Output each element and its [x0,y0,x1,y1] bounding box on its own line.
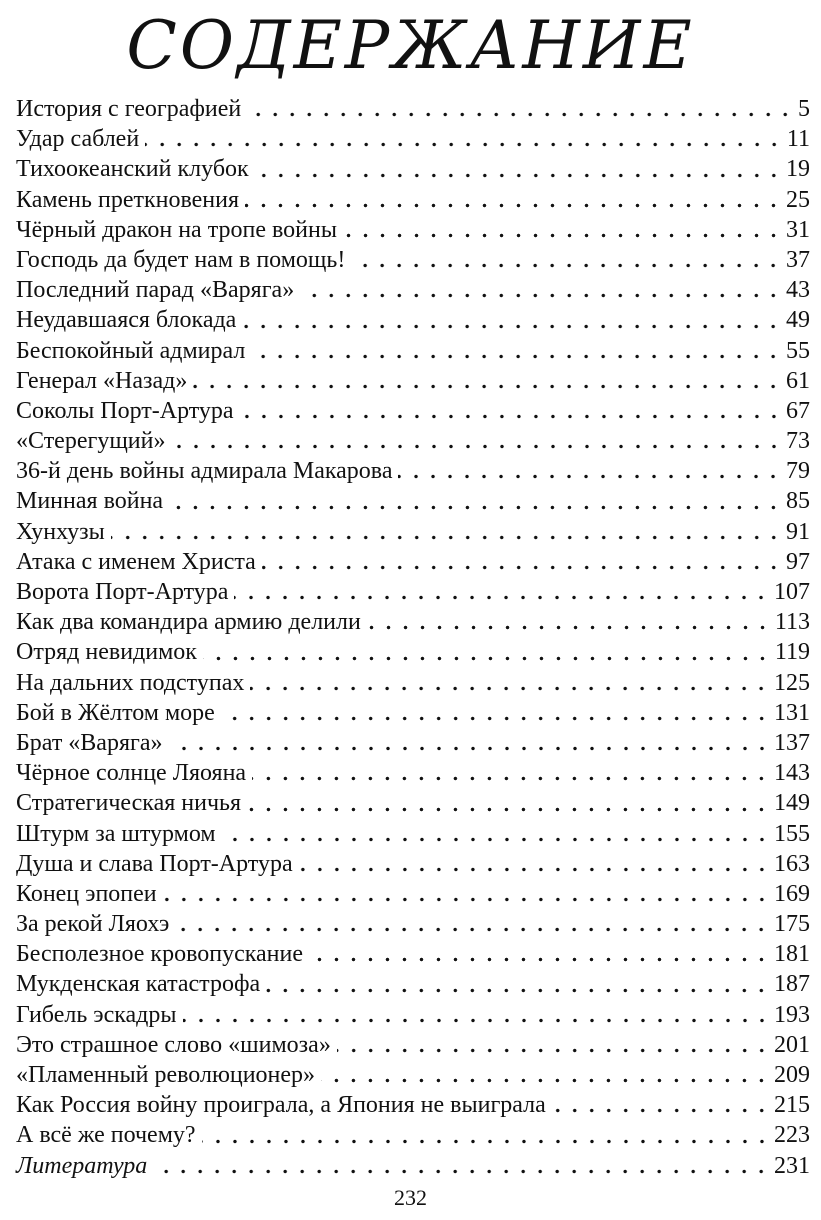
toc-entry [16,366,810,396]
toc-entry [16,939,810,969]
toc-entry-page: 201 [774,1031,810,1058]
dot-leader [183,1018,770,1023]
dot-leader [202,1139,770,1144]
toc-entry-title: Чёрное солнце Ляояна [16,760,247,787]
toc-entry [16,215,810,245]
toc-entry [16,698,810,728]
dot-leader [321,1078,770,1083]
toc-entry-page: 113 [774,609,810,636]
dot-leader [221,716,770,721]
toc-entry-page: 31 [786,216,810,243]
toc-entry [16,1030,810,1060]
toc-entry [16,336,810,366]
dot-leader [193,384,782,389]
toc-entry-page: 107 [774,579,810,605]
toc-entry [16,788,810,818]
toc-entry-title: Минная война [16,488,164,515]
toc-entry-title: Гибель эскадры [16,1001,177,1028]
toc-entry-title: Как Россия войну проиграла, а Япония не выиграла [16,1092,546,1119]
toc-entry-page: 79 [786,458,810,485]
dot-leader [552,1108,770,1113]
toc-entry-page: 61 [786,367,810,394]
toc-entry-page: 85 [786,488,810,515]
toc-entry-title: Брат «Варяга» [16,729,163,756]
toc-entry-page: 119 [774,639,810,666]
toc-entry-title: Литература [16,1152,148,1179]
toc-entry-page: 49 [786,307,810,334]
toc-entry-page: 67 [786,397,810,424]
toc-entry-title: «Стерегущий» [16,428,166,455]
toc-entry-title: Ворота Порт-Артура [16,579,229,605]
toc-entry-title: «Пламенный революционер» [16,1062,316,1088]
toc-entry-title: Бой в Жёлтом море [16,699,215,726]
toc-entry [16,1151,810,1181]
dot-leader [309,957,770,962]
toc-entry [16,909,810,939]
toc-entry-page: 5 [798,96,810,122]
dot-leader [266,988,770,993]
toc-entry-title: Штурм за штурмом [16,820,216,847]
toc-entry [16,94,810,124]
toc-entry [16,426,810,456]
dot-leader [203,656,771,661]
toc-entry-page: 223 [774,1122,810,1149]
toc-entry-page: 209 [774,1062,810,1088]
toc-entry-title: Чёрный дракон на тропе войны [16,216,337,243]
dot-leader [240,414,782,419]
toc-entry-title: Мукденская катастрофа [16,971,261,998]
toc-entry [16,1000,810,1030]
toc-entry [16,577,810,607]
toc-entry-title: Стратегическая ничья [16,790,242,817]
toc-entry-page: 149 [774,790,810,817]
dot-leader [163,897,770,902]
toc-entry-page: 131 [774,699,810,726]
toc-entry-page: 169 [774,880,810,907]
toc-entry-title: Это страшное слово «шимоза» [16,1031,331,1058]
dot-leader [252,776,770,781]
toc-entry [16,1060,810,1090]
toc-entry-title: Хунхузы [16,518,105,545]
dot-leader [247,112,794,117]
toc-entry [16,275,810,305]
toc-entry-page: 175 [774,911,810,938]
dot-leader [299,867,770,872]
toc-entry [16,154,810,184]
toc-entry-page: 91 [786,518,810,545]
toc-entry-page: 181 [774,941,810,968]
toc-entry-page: 143 [774,760,810,787]
toc-entry [16,185,810,215]
toc-entry [16,1120,810,1150]
toc-entry-title: Беспокойный адмирал [16,337,246,364]
toc-entry [16,456,810,486]
dot-leader [175,927,770,932]
dot-leader [367,625,771,630]
toc-entry-title: Бесполезное кровопускание [16,941,304,968]
toc-entry-title: 36-й день войны адмирала Макарова [16,458,393,485]
toc-entry-title: За рекой Ляохэ [16,911,170,938]
toc-entry [16,969,810,999]
dot-leader [262,565,782,570]
toc-entry-title: История с географией [16,96,242,122]
toc-entry [16,305,810,335]
toc-entry-title: На дальних подступах [16,669,245,696]
toc-entry-page: 73 [786,428,810,455]
dot-leader [343,233,782,238]
toc-entry-page: 231 [774,1152,810,1179]
toc-entry-title: А всё же почему? [16,1122,196,1149]
toc-entry-page: 55 [786,337,810,364]
toc-entry-page: 187 [774,971,810,998]
toc-entry-title: Неудавшаяся блокада [16,307,237,334]
toc-entry-title: Конец эпопеи [16,880,157,907]
dot-leader [251,354,782,359]
toc-entry [16,396,810,426]
toc-entry-title: Атака с именем Христа [16,548,256,575]
dot-leader [300,293,782,298]
page-title: СОДЕРЖАНИЕ [126,7,695,84]
toc-entry-title: Удар саблей [16,126,140,153]
toc-entry-page: 97 [786,548,810,575]
toc-entry [16,879,810,909]
toc-entry-page: 25 [786,186,810,213]
dot-leader [111,535,782,540]
toc-entry-page: 155 [774,820,810,847]
dot-leader [172,444,783,449]
dot-leader [255,173,782,178]
dot-leader [337,1048,770,1053]
dot-leader [247,807,770,812]
toc-entry [16,758,810,788]
table-of-contents [16,94,810,1181]
dot-leader [242,324,782,329]
toc-entry [16,819,810,849]
toc-entry-title: Душа и слава Порт-Артура [16,850,293,877]
toc-entry-page: 37 [786,246,810,273]
toc-entry-title: Камень преткновения [16,186,240,213]
toc-entry [16,668,810,698]
dot-leader [222,837,770,842]
toc-entry-page: 11 [786,126,810,153]
page-number: 232 [394,1185,427,1210]
toc-entry-page: 125 [774,669,810,696]
toc-entry [16,124,810,154]
toc-entry-page: 137 [774,729,810,756]
dot-leader [169,505,782,510]
toc-entry-page: 215 [774,1092,810,1119]
toc-entry-title: Тихоокеанский клубок [16,156,249,183]
toc-entry [16,517,810,547]
toc-entry-title: Соколы Порт-Артура [16,397,234,424]
toc-entry [16,849,810,879]
toc-entry-title: Как два командира армию делили [16,609,361,636]
dot-leader [398,474,782,479]
toc-entry [16,245,810,275]
toc-entry-title: Генерал «Назад» [16,367,188,394]
dot-leader [250,686,770,691]
dot-leader [245,203,782,208]
toc-entry [16,637,810,667]
dot-leader [351,263,782,268]
toc-entry-page: 43 [786,277,810,304]
toc-entry [16,728,810,758]
dot-leader [145,142,783,147]
dot-leader [153,1169,770,1174]
toc-entry-page: 19 [786,156,810,183]
toc-entry-page: 163 [774,850,810,877]
toc-entry [16,547,810,577]
toc-entry-title: Последний парад «Варяга» [16,277,295,304]
toc-entry [16,1090,810,1120]
toc-entry [16,607,810,637]
toc-entry-title: Господь да будет нам в помощь! [16,246,346,273]
toc-entry-page: 193 [774,1001,810,1028]
dot-leader [169,746,771,751]
dot-leader [234,595,770,600]
toc-entry [16,486,810,516]
toc-entry-title: Отряд невидимок [16,639,197,666]
